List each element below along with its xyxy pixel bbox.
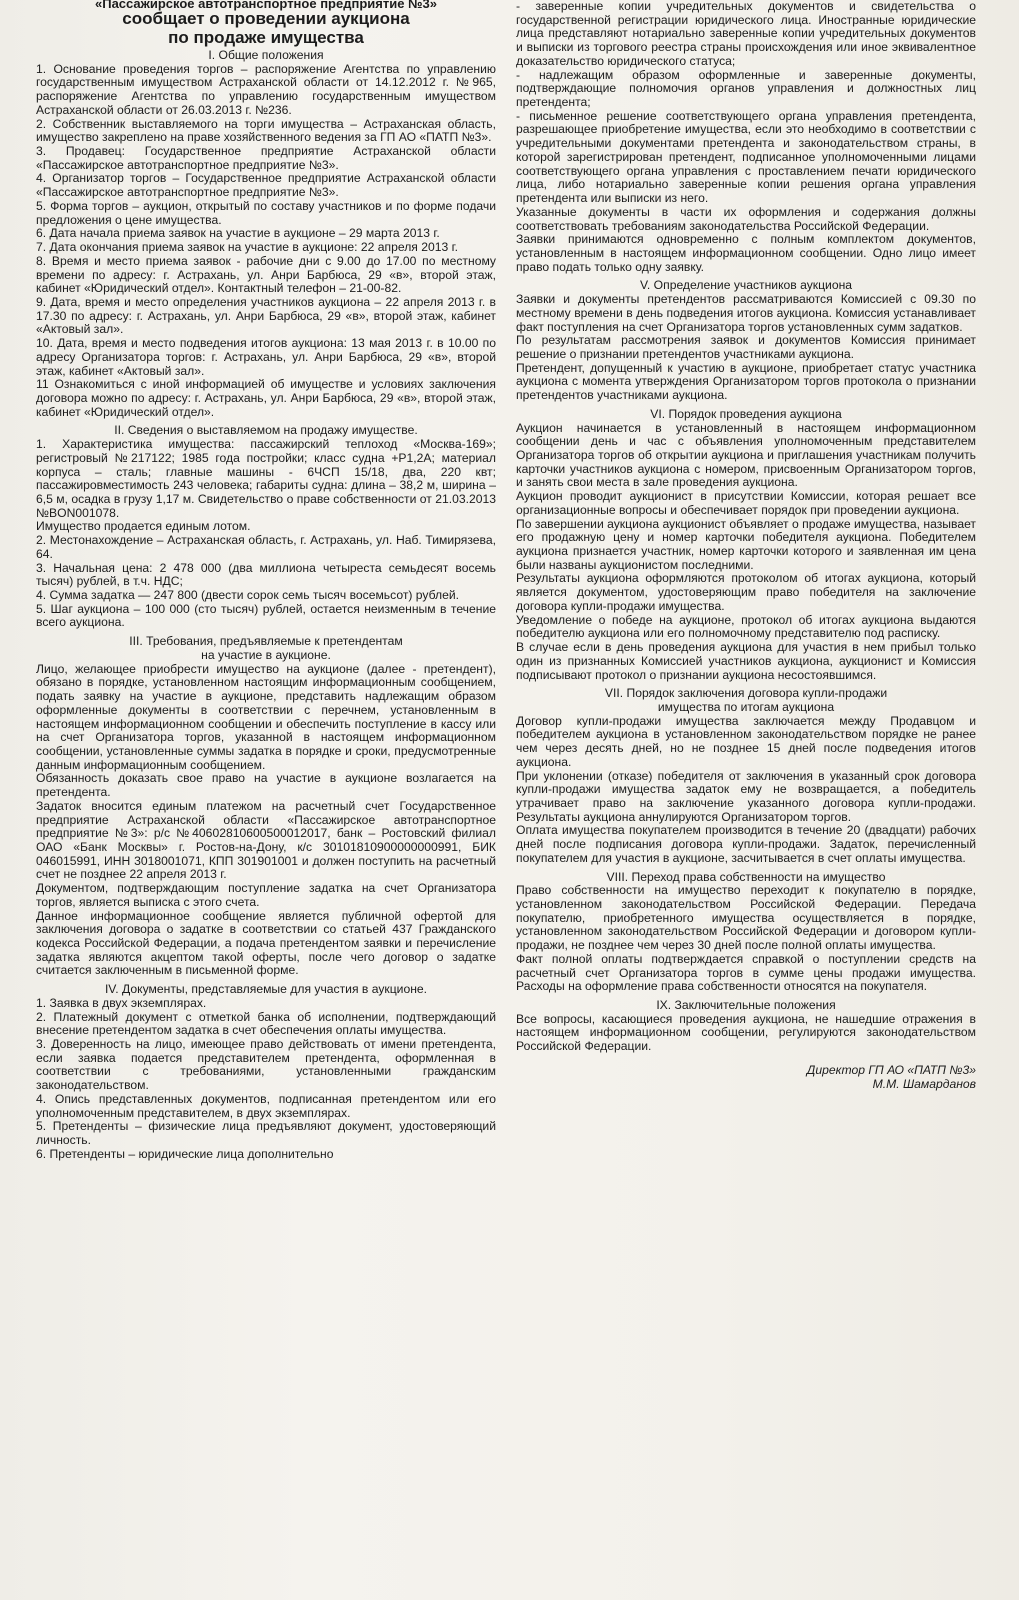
paragraph: Факт полной оплаты подтверждается справкой о поступлении средств на расчетный счет Организатора торгов в сумме цены продажи имущества. Расходы на оформление права собственности относятся на покупателя.	[516, 951, 976, 994]
paragraph: Оплата имущества покупателем производится в течение 20 (двадцати) рабочих дней после подписания договора купли-продажи. Задаток, перечисленный покупателем для участия в аукционе, засчитывается в счет оплаты имущества.	[516, 823, 976, 865]
signature-block	[516, 1064, 976, 1091]
paragraph: По завершении аукциона аукционист объявляет о продаже имущества, называет его продажную цену и номер карточки победителя аукциона. Победителем аукциона признается участник, номер карточки которого и заявленная им цена были названы аукционистом последними.	[516, 516, 976, 572]
paragraph: 1. Характеристика имущества: пассажирский теплоход «Москва-169»; регистровый №217122; 1985 года постройки; класс судна +Р1,2А; материал корпуса – сталь; главные машины - 6ЧСП 15/18, два, 220 квт; пассажировместимость 243 человека; габариты судна: длина – 38,2 м, ширина – 6,5 м, осадка в грузу 1,17 м. Свидетельство о праве собственности от 21.03.2013 №BON001078.	[36, 437, 496, 520]
paragraph: - заверенные копии учредительных документов и свидетельства о государственной регистрации юридического лица. Иностранные юридические лица представляют нотариально заверенные копии учредительных документов и выписки из торгового реестра страны происхождения или иное эквивалентное доказательство юридического статуса;	[516, 0, 976, 68]
paragraph: 3. Доверенность на лицо, имеющее право действовать от имени претендента, если заявка подается представителем претендента, оформленная в соответствии с требованиями, установленными гражданским законодательством.	[36, 1037, 496, 1093]
section-1-body	[36, 63, 496, 420]
paragraph: 4. Опись представленных документов, подписанная претендентом или его уполномоченным представителем, в двух экземплярах.	[36, 1091, 496, 1120]
section-9-body	[516, 1013, 976, 1054]
columns	[36, 0, 977, 1162]
paragraph: Указанные документы в части их оформления и содержания должны соответствовать требованиям законодательства Российской Федерации.	[516, 204, 976, 233]
paragraph: Документом, подтверждающим поступление задатка на счет Организатора торгов, является выписка с этого счета.	[36, 881, 496, 909]
paragraph: Заявки и документы претендентов рассматриваются Комиссией с 09.30 по местному времени в день подведения итогов аукциона. Комиссия устанавливает факт поступления на счет Организатора торгов установленных сумм задатков.	[516, 292, 976, 334]
section-2-title: II. Сведения о выставляемом на продажу имуществе.	[114, 423, 418, 438]
paragraph: - письменное решение соответствующего органа управления претендента, разрешающее приобретение имущества, если это необходимо в соответствии с учредительными документами претендента и законодательством страны, в которой зарегистрирован претендент, подписанное уполномоченными лицами соответствующего органа управления с проставлением печати юридического лица, либо нотариально заверенные копии решения органа управления претендента или выписки из него.	[516, 108, 976, 206]
paragraph: 7. Дата окончания приема заявок на участие в аукционе: 22 апреля 2013 г.	[36, 240, 458, 255]
section-6-title: VI. Порядок проведения аукциона	[650, 406, 842, 421]
header-title: сообщает о проведении аукциона	[122, 9, 410, 28]
paragraph: 2. Собственник выставляемого на торги имущества – Астраханская область, имущество закреплено на праве хозяйственного ведения за ГП АО «ПАТП №3».	[36, 116, 496, 145]
paragraph: 1. Основание проведения торгов – распоряжение Агентства по управлению государственным имуществом Астраханской области от 14.12.2012 г. №965, распоряжение Агентства по управлению государственным имуществом Астраханской области от 26.03.2013 г. №236.	[36, 61, 496, 117]
paragraph: Задаток вносится единым платежом на расчетный счет Государственное предприятие Астраханской области «Пассажирское автотранспортное предприятие №3»: р/с №40602810600500012017, банк – Ростовский филиал ОАО «Банк Москвы» г. Ростов-на-Дону, к/с 30101810900000000991, БИК 046015991, ИНН 3018001071, КПП 301901001 и должен поступить на расчетный счет не позднее 22 апреля 2013 г.	[36, 798, 496, 882]
paragraph: В случае если в день проведения аукциона для участия в нем прибыл только один из признанных Комиссией участников аукциона, аукционист и Комиссия подписывают протокол о признании аукциона несостоявшимся.	[516, 640, 976, 682]
paragraph: 5. Шаг аукциона – 100 000 (сто тысяч) рублей, остается неизменным в течение всего аукциона.	[36, 601, 496, 630]
paragraph: 4. Организатор торгов – Государственное предприятие Астраханской области «Пассажирское автотранспортное предприятие №3».	[36, 171, 496, 200]
paragraph: 1. Заявка в двух экземплярах.	[36, 995, 207, 1010]
section-7-title: VII. Порядок заключения договора купли-продажи	[604, 686, 888, 701]
paragraph: 2. Платежный документ с отметкой банка об исполнении, подтверждающий внесение претендентом задатка в счет обеспечения оплаты имущества.	[36, 1009, 496, 1038]
paragraph: Договор купли-продажи имущества заключается между Продавцом и победителем аукциона в установленном законодательством порядке не ранее чем через десять дней, но не позднее 15 дней после подведения итогов аукциона.	[516, 713, 976, 769]
paragraph: 5. Форма торгов – аукцион, открытый по составу участников и по форме подачи предложения о цене имущества.	[36, 198, 496, 227]
paragraph: Все вопросы, касающиеся проведения аукциона, не нашедшие отражения в настоящем информационном сообщении, регулируются законодательством Российской Федерации.	[516, 1011, 976, 1054]
header-organization: «Пассажирское автотранспортное предприятие №3»	[95, 0, 437, 11]
paragraph: 8. Время и место приема заявок - рабочие дни с 9.00 до 17.00 по местному времени по адресу: г. Астрахань, ул. Анри Барбюса, 29 «в», второй этаж, кабинет «Юридический отдел». Контактный телефон – 21-00-82.	[36, 253, 496, 296]
section-7-title-2: имущества по итогам аукциона	[657, 699, 835, 714]
paragraph: 2. Местонахождение – Астраханская область, г. Астрахань, ул. Наб. Тимирязева, 64.	[36, 533, 496, 561]
section-7-body	[516, 715, 976, 866]
paragraph: Данное информационное сообщение является публичной офертой для заключения договора о задатке в соответствии со статьей 437 Гражданского кодекса Российской Федерации, а подача претендентом заявки и перечисление задатка являются акцептом такой оферты, после чего договор о задатке считается заключенным в письменной форме.	[36, 908, 496, 978]
continuation-body	[516, 0, 976, 274]
paragraph: Право собственности на имущество переходит к покупателю в порядке, установленном законодательством Российской Федерации. Передача покупателю, приобретенного имущества осуществляется в порядке, установленном законодательством Российской Федерации и договором купли-продажи, не позднее чем через 30 дней после полной оплаты имущества.	[516, 883, 976, 953]
section-3-body	[36, 663, 496, 979]
paragraph: Обязанность доказать свое право на участие в аукционе возлагается на претендента.	[36, 771, 496, 800]
paragraph: Аукцион начинается в установленный в настоящем информационном сообщении день и час с объявления уполномоченным представителем Организатора торгов об открытии аукциона и приглашения участникам получить карточки участников аукциона с номером, присвоенным Организатором торгов, и занять свои места в зале проведения аукциона.	[516, 420, 976, 490]
paragraph: 5. Претенденты – физические лица предъявляют документ, удостоверяющий личность.	[36, 1119, 496, 1148]
paragraph: Лицо, желающее приобрести имущество на аукционе (далее - претендент), обязано в порядке, установленном настоящим информационным сообщением, подать заявку на участие в аукционе, представить надлежащим образом оформленные документы в соответствии с перечнем, установленным в настоящем информационном сообщении и обеспечить поступление в кассу или на счет Организатора торгов, указанной в настоящем информационном сообщении, установленные суммы задатка в порядке и сроки, предусмотренные данным информационным сообщением.	[36, 661, 496, 772]
section-8-body	[516, 884, 976, 994]
paragraph: 6. Претенденты – юридические лица дополнительно	[36, 1146, 334, 1161]
paragraph: Заявки принимаются одновременно с полным комплектом документов, установленным в настоящем информационном сообщении. Одно лицо имеет право подать только одну заявку.	[516, 232, 976, 274]
section-5-body	[516, 293, 976, 403]
section-4-body	[36, 997, 496, 1162]
paragraph: 3. Продавец: Государственное предприятие Астраханской области «Пассажирское автотранспортное предприятие №3».	[36, 144, 496, 172]
right-column	[516, 0, 976, 1091]
signature-name: М.М. Шамарданов	[872, 1076, 976, 1091]
header-subtitle: по продаже имущества	[168, 28, 364, 47]
paragraph: Аукцион проводит аукционист в присутствии Комиссии, которая решает все организационные вопросы и обеспечивает порядок при проведении аукциона.	[516, 489, 976, 517]
section-6-body	[516, 422, 976, 683]
paragraph: Имущество продается единым лотом.	[36, 519, 251, 534]
section-2-body	[36, 438, 496, 630]
paragraph: 11 Ознакомиться с иной информацией об имуществе и условиях заключения договора можно по адресу: г. Астрахань, ул. Анри Барбюса, 29 «в», второй этаж, кабинет «Юридический отдел».	[36, 377, 496, 419]
section-3-title: III. Требования, предъявляемые к претендентам	[129, 634, 403, 649]
paragraph: 6. Дата начала приема заявок на участие в аукционе – 29 марта 2013 г.	[36, 226, 440, 241]
section-8-title: VIII. Переход права собственности на имущество	[606, 869, 886, 884]
signature-position: Директор ГП АО «ПАТП №3»	[806, 1062, 976, 1077]
paragraph: Уведомление о победе на аукционе, протокол об итогах аукциона выдаются победителю аукциона или его полномочному представителю под расписку.	[516, 612, 976, 641]
paragraph: 10. Дата, время и место подведения итогов аукциона: 13 мая 2013 г. в 10.00 по адресу Организатора торгов: г. Астрахань, ул. Анри Барбюса, 29 «в», второй этаж, кабинет «Актовый зал».	[36, 336, 496, 378]
section-4-title: IV. Документы, представляемые для участия в аукционе.	[104, 982, 428, 997]
paragraph: - надлежащим образом оформленные и заверенные документы, подтверждающие полномочия органов управления и должностных лиц претендента;	[516, 67, 976, 110]
section-3-title-2: на участие в аукционе.	[201, 647, 331, 662]
paragraph: Претендент, допущенный к участию в аукционе, приобретает статус участника аукциона с момента утверждения Организатором торгов протокола о признании претендентов участниками аукциона.	[516, 360, 976, 403]
section-9-title: IX. Заключительные положения	[656, 998, 836, 1013]
left-column	[36, 0, 496, 1162]
paragraph: При уклонении (отказе) победителя от заключения в указанный срок договора купли-продажи имущества задаток ему не возвращается, а победитель утрачивает право на заключение указанного договора купли-продажи. Результаты аукциона аннулируются Организатором торгов.	[516, 768, 976, 824]
section-1-title: I. Общие положения	[208, 48, 324, 62]
paragraph: 4. Сумма задатка — 247 800 (двести сорок семь тысяч восемьсот) рублей.	[36, 588, 460, 603]
paragraph: По результатам рассмотрения заявок и документов Комиссия принимает решение о признании претендентов участниками аукциона.	[516, 333, 976, 361]
paragraph: Результаты аукциона оформляются протоколом об итогах аукциона, который является документом, удостоверяющим право победителя на заключение договора купли-продажи имущества.	[516, 571, 976, 613]
paragraph: 3. Начальная цена: 2 478 000 (два миллиона четыреста семьдесят восемь тысяч) рублей, в т.ч. НДС;	[36, 560, 496, 589]
paragraph: 9. Дата, время и место определения участников аукциона – 22 апреля 2013 г. в 17.30 по адресу: г. Астрахань, ул. Анри Барбюса, 29 «в», второй этаж, кабинет «Актовый зал».	[36, 294, 496, 337]
section-5-title: V. Определение участников аукциона	[639, 278, 853, 293]
